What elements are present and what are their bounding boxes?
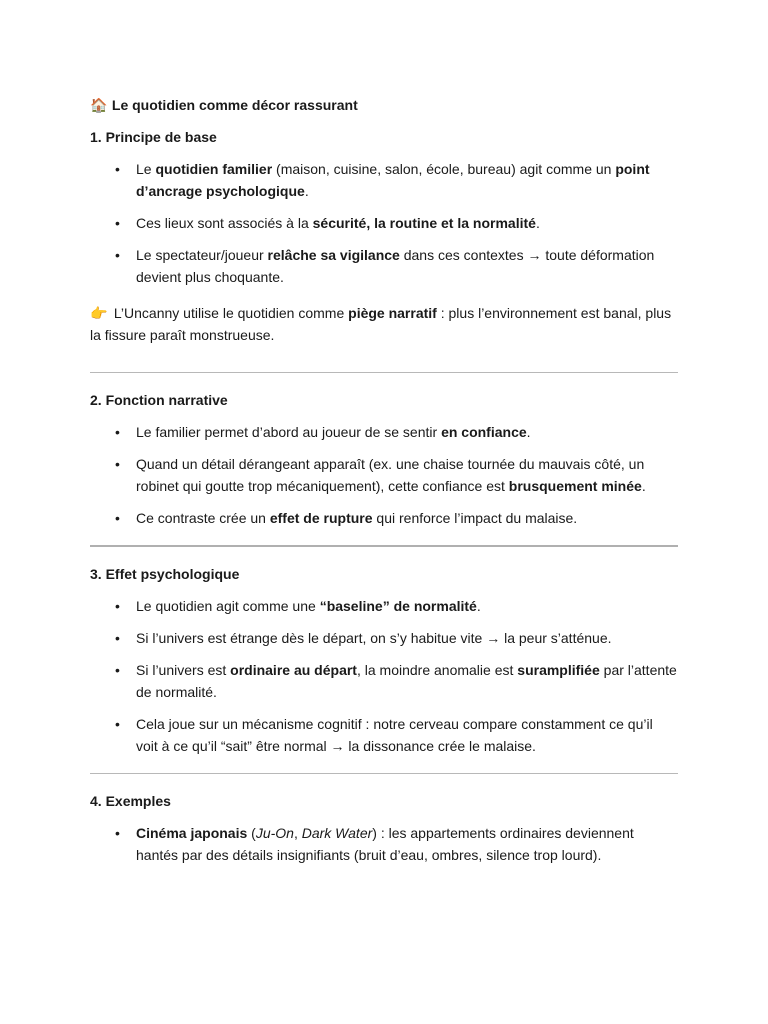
- list-item-text: [136, 825, 634, 863]
- italic-text: Ju-On: [255, 825, 294, 841]
- divider: [90, 773, 678, 774]
- list-item-text: [136, 161, 650, 199]
- bold-text: point d’ancrage psychologique: [136, 161, 650, 199]
- text-run: : plus l’environnement est banal, plus la fissure paraît monstrueuse.: [90, 305, 672, 343]
- bullet-icon: •: [115, 161, 120, 177]
- list-item: [90, 244, 678, 288]
- list-item: [90, 659, 678, 703]
- text-run: Quand un détail dérangeant apparaît (ex. une chaise tournée du mauvais côté, un robinet qui goutte trop mécaniquement), cette confiance est: [136, 456, 645, 494]
- bullet-icon: •: [115, 215, 120, 231]
- text-run: .: [304, 183, 309, 199]
- bullet-icon: •: [115, 662, 120, 678]
- bold-text: quotidien familier: [155, 161, 273, 177]
- bullet-icon: •: [115, 598, 120, 614]
- divider: [90, 545, 678, 547]
- text-run: ,: [293, 825, 302, 841]
- bold-text: ordinaire au départ: [230, 662, 357, 678]
- text-run: Le familier permet d’abord au joueur de se sentir: [136, 424, 442, 440]
- text-run: (: [247, 825, 256, 841]
- bullet-list: [90, 158, 678, 288]
- bold-text: suramplifiée: [517, 662, 600, 678]
- list-item: [90, 212, 678, 234]
- section-principe-de-base: [90, 126, 678, 346]
- document-title-text: Le quotidien comme décor rassurant: [111, 97, 358, 113]
- text-run: L’Uncanny utilise le quotidien comme: [110, 305, 349, 321]
- section-heading: 3. Effet psychologique: [90, 566, 240, 582]
- text-run: Le quotidien agit comme une: [136, 598, 320, 614]
- list-item: [90, 507, 678, 529]
- section-exemples: [90, 790, 678, 866]
- pointing-hand-icon: 👉: [90, 305, 108, 321]
- text-run: qui renforce l’impact du malaise.: [372, 510, 578, 526]
- list-item: [90, 158, 678, 202]
- text-run: ) : les appartements ordinaires deviennent hantés par des détails insignifiants (bruit d’eau, ombres, silence trop lourd).: [136, 825, 634, 863]
- text-run: .: [526, 424, 531, 440]
- list-item: [90, 822, 678, 866]
- bullet-icon: •: [115, 424, 120, 440]
- text-run: Le spectateur/joueur: [136, 247, 268, 263]
- italic-text: Dark Water: [301, 825, 373, 841]
- text-run: .: [641, 478, 646, 494]
- list-item-text: [136, 510, 577, 526]
- text-run: Ces lieux sont associés à la: [136, 215, 313, 231]
- text-run: Cela joue sur un mécanisme cognitif : notre cerveau compare constamment ce qu’il voit à ce qu’il “sait” être normal → la dissonance crée le malaise.: [136, 716, 653, 754]
- bold-text: Cinéma japonais: [136, 825, 248, 841]
- list-item-text: [136, 598, 481, 614]
- text-run: par l’attente de normalité.: [136, 662, 677, 700]
- text-run: dans ces contextes → toute déformation devient plus choquante.: [136, 247, 655, 285]
- section-fonction-narrative: [90, 389, 678, 529]
- text-run: , la moindre anomalie est: [356, 662, 518, 678]
- bullet-list: [90, 822, 678, 866]
- divider: [90, 372, 678, 373]
- bullet-icon: •: [115, 456, 120, 472]
- bold-text: en confiance: [441, 424, 527, 440]
- bullet-icon: •: [115, 825, 120, 841]
- bold-text: sécurité, la routine et la normalité: [312, 215, 536, 231]
- list-item-text: [136, 424, 531, 440]
- section-heading: 4. Exemples: [90, 793, 171, 809]
- list-item-text: [136, 247, 654, 285]
- bold-text: “baseline” de normalité: [319, 598, 477, 614]
- text-run: Si l’univers est étrange dès le départ, on s’y habitue vite → la peur s’atténue.: [136, 630, 612, 646]
- list-item-text: [136, 716, 653, 754]
- list-item: [90, 713, 678, 757]
- list-item-text: [136, 215, 540, 231]
- text-run: Si l’univers est: [136, 662, 231, 678]
- bullet-icon: •: [115, 716, 120, 732]
- text-run: Ce contraste crée un: [136, 510, 270, 526]
- list-item: [90, 453, 678, 497]
- list-item-text: [136, 662, 677, 700]
- list-item-text: [136, 456, 646, 494]
- bullet-icon: •: [115, 630, 120, 646]
- bullet-list: [90, 421, 678, 529]
- bold-text: relâche sa vigilance: [267, 247, 400, 263]
- bold-text: brusquement minée: [508, 478, 642, 494]
- list-item-text: [136, 630, 612, 646]
- bold-text: piège narratif: [348, 305, 437, 321]
- bold-text: effet de rupture: [269, 510, 373, 526]
- text-run: Le: [136, 161, 156, 177]
- text-run: .: [476, 598, 481, 614]
- list-item: [90, 595, 678, 617]
- section-heading: 1. Principe de base: [90, 129, 217, 145]
- list-item: [90, 627, 678, 649]
- bullet-list: [90, 595, 678, 757]
- text-run: (maison, cuisine, salon, école, bureau) agit comme un: [272, 161, 616, 177]
- house-icon: 🏠: [90, 97, 108, 113]
- list-item-text: [90, 305, 671, 343]
- list-item: [90, 421, 678, 443]
- text-run: .: [535, 215, 540, 231]
- bullet-icon: •: [115, 510, 120, 526]
- document-title: [90, 94, 678, 116]
- section-effet-psychologique: [90, 563, 678, 757]
- bullet-icon: •: [115, 247, 120, 263]
- section-heading: 2. Fonction narrative: [90, 392, 228, 408]
- document-page: [90, 94, 678, 876]
- section-note: [90, 302, 678, 346]
